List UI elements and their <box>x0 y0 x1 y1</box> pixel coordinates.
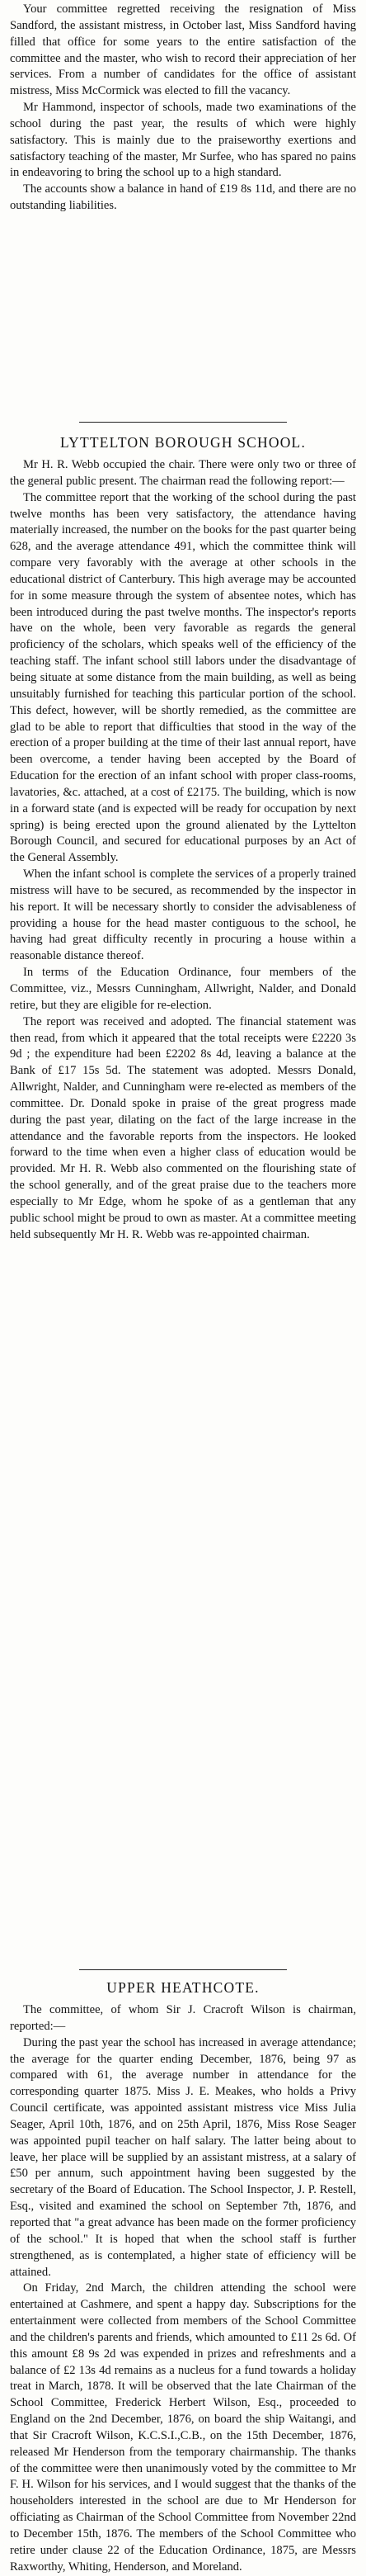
paragraph: Your committee regretted receiving the resignation of Miss Sandford, the assistant mistress, in October last, Miss Sandford having filled that office for some years to the entire satisfaction of the committee and the master, who wish to record their appreciation of her services. From a number of candidates for the office of assistant mistress, Miss McCormick was elected to fill the vacancy. <box>10 2 356 98</box>
paragraph: Mr H. R. Webb occupied the chair. There were only two or three of the general public present. The chairman read the following report:— <box>10 458 356 488</box>
paragraph: The report was received and adopted. The financial statement was then read, from which it appeared that the total receipts were £2220 3s 9d ; the expenditure had been £2202 8s 4d, leaving a balance at the Bank of £17 15s 5d. The statement was adopted. Messrs Donald, Allwright, Nalder, and Cunningham were re-elected as members of the committee. Dr. Donald spoke in praise of the great progress made during the past year, dilating on the fact of the large increase in the attendance and the favorable reports from the inspectors. He looked forward to the time when even a higher class of education would be provided. Mr H. R. Webb also commented on the flourishing state of the school generally, and of the great praise due to the teachers more especially to Mr Edge, whom he spoke of as a gentleman that any public school might be proud to own as master. At a committee meeting held subsequently Mr H. R. Webb was re-appointed chairman. <box>10 1014 356 1241</box>
intro-section <box>10 2 356 408</box>
section-divider <box>79 422 287 423</box>
section-heading: LYTTELTON BOROUGH SCHOOL. <box>59 434 307 451</box>
paragraph: On Friday, 2nd March, the children attending the school were entertained at Cashmere, and spent a happy day. Subscriptions for the entertainment were collected from members of the School Committee and the children's parents and friends, which amounted to £11 2s 6d. Of this amount £8 9s 2d was expended in prizes and refreshments and a balance of £2 13s 4d remains as a nucleus for a fund towards a holiday treat in March, 1878. It will be observed that the late Chairman of the School Committee, Frederick Herbert Wilson, Esq., proceeded to England on the 2nd December, 1876, on board the ship Waitangi, and that Sir Cracroft Wilson, K.C.S.I.,C.B., on the 15th December, 1876, released Mr Henderson from the temporary chairmanship. The thanks of the committee were then unanimously voted by the committee to Mr F. H. Wilson for his services, and I would suggest that the thanks of the householders interested in the school are due to Mr Henderson for officiating as Chairman of the School Committee from November 22nd to December 15th, 1876. The members of the School Committee who retire under clause 22 of the Education Ordinance, 1875, are Messrs Raxworthy, Whiting, Henderson, and Moreland. <box>10 2281 356 2574</box>
paragraph: During the past year the school has increased in average attendance; the average for the quarter ending December, 1876, being 97 as compared with 61, the average number in attendance for the corresponding quarter 1875. Miss J. E. Meakes, who holds a Privy Council certificate, was appointed assistant mistress vice Miss Julia Seager, April 10th, 1876, and on 25th April, 1876, Miss Rose Seager was appointed pupil teacher on half salary. The latter being about to leave, her place will be supplied by an assistant mistress, at a salary of £50 per annum, such appointment having been suggested by the secretary of the Board of Education. The School Inspector, J. P. Restell, Esq., visited and examined the school on September 7th, 1876, and reported that "a great advance has been made on the former proficiency of the school." It is hoped that when the school staff is further strengthened, as is contemplated, a higher state of efficiency will be attained. <box>10 2035 356 2279</box>
paragraph: The accounts show a balance in hand of £19 8s 11d, and there are no outstanding liabilities. <box>10 182 356 213</box>
paragraph: The committee, of whom Sir J. Cracroft Wilson is chairman, reported:— <box>10 2003 356 2033</box>
paragraph: In terms of the Education Ordinance, four members of the Committee, viz., Messrs Cunningham, Allwright, Nalder, and Donald retire, but they are eligible for re-election. <box>10 966 356 1012</box>
lyttelton-section <box>10 457 356 1954</box>
paragraph: When the infant school is complete the services of a properly trained mistress will have to be secured, as recommended by the inspector in his report. It will be necessary shortly to consider the advisableness of providing a house for the head master contiguous to the school, he having had great difficulty recently in procuring a house within a reasonable distance thereof. <box>10 867 356 963</box>
paragraph: Mr Hammond, inspector of schools, made two examinations of the school during the past year, the results of which were highly satisfactory. This is mainly due to the praiseworthy exertions and satisfactory teaching of the master, Mr Surfee, who has spared no pains in endeavoring to bring the school up to a high standard. <box>10 101 356 180</box>
section-heading: UPPER HEATHCOTE. <box>106 1979 260 1996</box>
paragraph: The committee report that the working of the school during the past twelve months has been very satisfactory, the attendance having materially increased, the number on the books for the past quarter being 628, and the average attendance 491, which the committee think will compare very favorably with the average at other schools in the educational district of Canterbury. This high average may be accounted for in some measure through the system of absentee notes, which has been introduced during the past twelve months. The inspector's reports have on the whole, been very favorable as regards the general proficiency of the scholars, which speaks well of the efficiency of the teaching staff. The infant school still labors under the disadvantage of being situate at some distance from the main building, as well as being unsuitably furnished for teaching this particular portion of the school. This defect, however, will be shortly remedied, as the committee are glad to be able to report that difficulties that stood in the way of the erection of a proper building at the time of their last annual report, have been overcome, a tender having been accepted by the Board of Education for the erection of an infant school with proper class-rooms, lavatories, &c. attached, at a cost of £2175. The building, which is now in a forward state (and is expected will be ready for occupation by next spring) is being erected upon the ground alienated by the Lyttelton Borough Council, and secured for educational purposes by an Act of the General Assembly. <box>10 490 356 865</box>
